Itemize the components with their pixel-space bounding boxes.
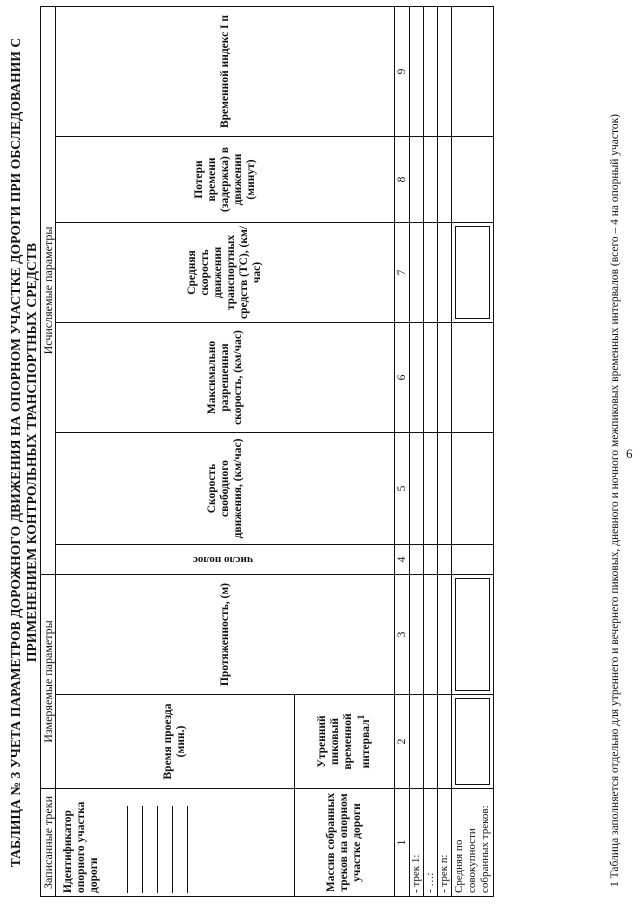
parameters-table xyxy=(40,6,494,897)
col-travel-time: Время проезда (мин.) xyxy=(56,695,295,789)
num-9: 9 xyxy=(395,7,410,137)
track-label: - …: xyxy=(424,789,438,897)
table-row xyxy=(438,7,452,897)
number-row xyxy=(395,7,410,897)
num-2: 2 xyxy=(395,695,410,789)
shaded-cell xyxy=(452,223,494,323)
average-label: Средняя по совокупности собранных треков: xyxy=(452,789,494,897)
title-line-1: ТАБЛИЦА № 3 УЧЕТА ПАРАМЕТРОВ ДОРОЖНОГО ДВИЖЕНИЯ НА ОПОРНОМ УЧАСТКЕ ДОРОГИ ПРИ ОБСЛЕДОВАНИИ С xyxy=(8,37,23,868)
num-8: 8 xyxy=(395,137,410,223)
average-row xyxy=(452,7,494,897)
title-line-2: ПРИМЕНЕНИЕМ КОНТРОЛЬНЫХ ТРАНСПОРТНЫХ СРЕДСТВ xyxy=(24,242,39,663)
table-title xyxy=(8,8,40,897)
table-row xyxy=(410,7,424,897)
track-label: - трек n: xyxy=(438,789,452,897)
footnote: 1 Таблица заполняется отдельно для утреннего и вечернего пиковых, дневного и ночного межпиковых временных интервалов (всего – 4 на опорный участок) xyxy=(609,113,621,887)
track-label: - трек 1: xyxy=(410,789,424,897)
col-id-label: Идентификатор опорного участка дороги xyxy=(62,801,100,893)
id-lines xyxy=(113,792,188,893)
shaded-cell xyxy=(452,695,494,789)
col-lanes xyxy=(56,545,395,575)
col-time-loss: Потери времени (задержка) в движении (минут) xyxy=(56,137,395,223)
col-free-speed: Скорость свободного движения, (км/час) xyxy=(56,433,395,545)
num-7: 7 xyxy=(395,223,410,323)
page-number: 6 xyxy=(626,446,633,461)
col-avg-speed: Средняя скорость движения транспортных средств (ТС), (км/час) xyxy=(56,223,395,323)
col-time-index: Временной индекс I п xyxy=(56,7,395,137)
col-lanes-label: число полос xyxy=(192,554,254,566)
footnote-mark: 1 xyxy=(356,714,368,720)
col-length: Протяженность, (м) xyxy=(56,575,395,695)
num-3: 3 xyxy=(395,575,410,695)
num-1: 1 xyxy=(395,789,410,897)
header-row xyxy=(41,7,56,897)
col-morning-label: Утренний пиковый временной интервал xyxy=(316,713,372,770)
col-id xyxy=(56,789,295,897)
header-measured: Измеряемые параметры xyxy=(41,575,56,789)
table-row xyxy=(424,7,438,897)
header-computed: Исчисляемые параметры xyxy=(41,7,56,575)
column-header-row xyxy=(56,7,295,897)
num-6: 6 xyxy=(395,323,410,433)
num-4: 4 xyxy=(395,545,410,575)
num-5: 5 xyxy=(395,433,410,545)
col-morning xyxy=(295,695,395,789)
shaded-cell xyxy=(452,575,494,695)
col-max-speed: Максимально разрешенная скорость, (км/час) xyxy=(56,323,395,433)
header-recorded-tracks: Записанные треки xyxy=(41,789,56,897)
col-array: Массив собранных треков на опорном участке дороги xyxy=(295,789,395,897)
